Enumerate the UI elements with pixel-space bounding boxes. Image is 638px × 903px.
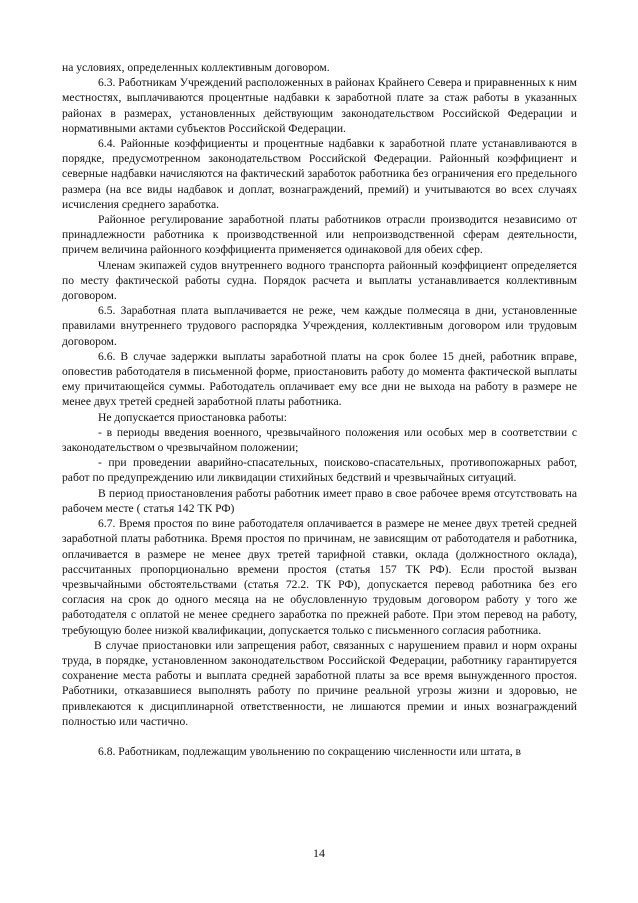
paragraph-suspension-period: В период приостановления работы работник имеет право в свое рабочее время отсутствовать на рабочем месте ( статья 142 ТК РФ) xyxy=(62,486,577,515)
paragraph-6-8: 6.8. Работникам, подлежащим увольнению по сокращению численности или штата, в xyxy=(98,744,521,758)
paragraph-safety-suspension: В случае приостановки или запрещения работ, связанных с нарушением правил и норм охраны труда, в порядке, установленном законодательством Российской Федерации, работнику гарантируется сохранение места работы и выплата средней заработной платы за все время вынужденного простоя. Работники, отказавшиеся выполнять работу по причине реальной угрозы жизни и здоровью, не привлекаются к дисциплинарной ответственности, не лишаются премии и иных вознаграждений полностью или частично. xyxy=(62,638,577,728)
paragraph-6-4: 6.4. Районные коэффициенты и процентные надбавки к заработной плате устанавливаются в порядке, предусмотренном законодательством Российской Федерации. Районный коэффициент и северные надбавки начисляются на фактический заработок работника без ограничения его предельного размера (на все виды надбавок и доплат, вознаграждений, премий) и учитываются во всех случаях исчисления среднего заработка. xyxy=(62,137,577,211)
paragraph-suspension-not-allowed: Не допускается приостановка работы: xyxy=(98,410,287,424)
list-item-rescue-works: - при проведении аварийно-спасательных, поисково-спасательных, противопожарных работ, работ по предупреждению или ликвидации стихийных бедствий и чрезвычайных ситуаций. xyxy=(62,456,577,485)
paragraph-6-6: 6.6. В случае задержки выплаты заработной платы на срок более 15 дней, работник вправе, оповестив работодателя в письменной форме, приостановить работу до момента фактической выплаты ему причитающейся суммы. Работодатель оплачивает ему все дни не выхода на работу в размере не менее двух третей средней заработной платы работника. xyxy=(62,349,577,409)
paragraph-6-5: 6.5. Заработная плата выплачивается не реже, чем каждые полмесяца в дни, установленные правилами внутреннего трудового распорядка Учреждения, коллективным договором или трудовым договором. xyxy=(62,304,577,348)
paragraph-6-7: 6.7. Время простоя по вине работодателя оплачивается в размере не менее двух третей средней заработной платы работника. Время простоя по причинам, не зависящим от работодателя и работника, оплачивается в размере не менее двух третей тарифной ставки, оклада (должностного оклада), рассчитанных пропорционально времени простоя (статья 157 ТК РФ). Если простой вызван чрезвычайными обстоятельствами (статья 72.2. ТК РФ), допускается перевод работника без его согласия на срок до одного месяца на не обусловленную трудовым договором работу у того же работодателя с оплатой не менее среднего заработка по прежней работе. При этом перевод на работу, требующую более низкой квалификации, допускается только с письменного согласия работника. xyxy=(62,517,577,637)
list-item-martial-law: - в периоды введения военного, чрезвычайного положения или особых мер в соответствии с законодательством о чрезвычайном положении; xyxy=(62,425,577,455)
document-page xyxy=(62,60,577,759)
paragraph-ship-crews: Членам экипажей судов внутреннего водного транспорта районный коэффициент определяется по месту фактической работы судна. Порядок расчета и выплаты устанавливается коллективным договором. xyxy=(62,258,577,303)
paragraph-6-3: 6.3. Работникам Учреждений расположенных в районах Крайнего Севера и приравненных к ним местностях, выплачиваются процентные надбавки к заработной плате за стаж работы в указанных районах в размерах, установленных действующим законодательством Российской Федерации и нормативными актами субъектов Российской Федерации. xyxy=(62,76,577,135)
paragraph-regional-regulation: Районное регулирование заработной платы работников отрасли производится независимо от принадлежности работника к производственной или непроизводственной сферам деятельности, причем величина районного коэффициента применяется одинаковой для обеих сфер. xyxy=(62,213,577,257)
paragraph-continuation: на условиях, определенных коллективным договором. xyxy=(62,61,330,74)
page-number: 14 xyxy=(313,846,325,860)
